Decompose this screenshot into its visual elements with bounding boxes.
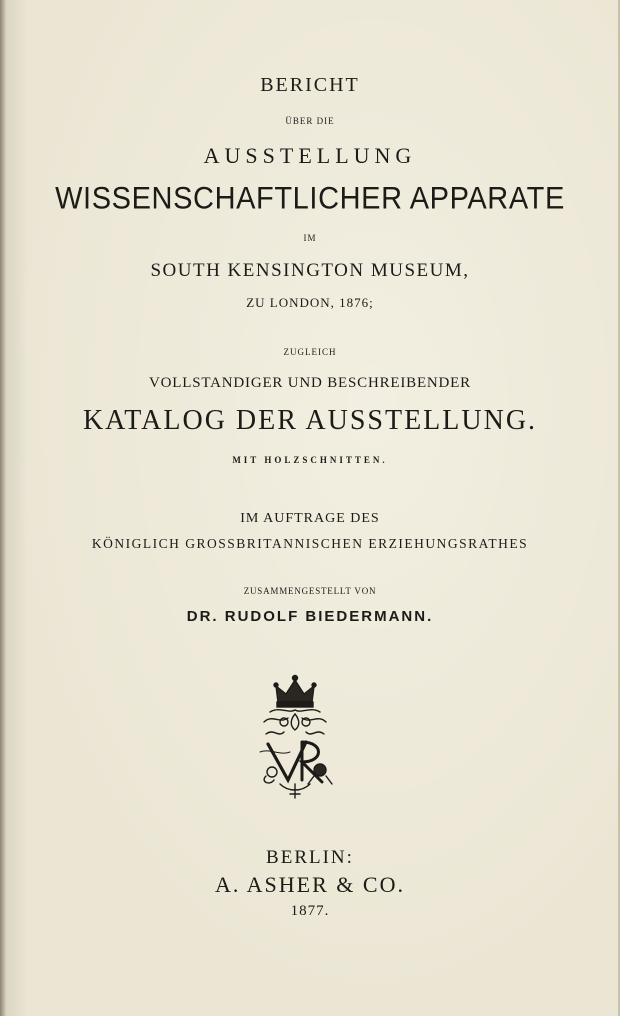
text-im: IM <box>303 233 317 243</box>
imprint-publisher: A. ASHER & CO. <box>215 872 405 897</box>
royal-crown-monogram-icon <box>250 672 340 802</box>
text-auftrage: IM AUFTRAGE DES <box>240 511 380 526</box>
text-location: ZU LONDON, 1876; <box>246 295 374 310</box>
text-zusammengestellt: ZUSAMMENGESTELLT VON <box>243 586 377 596</box>
text-ueber-die: ÜBER DIE <box>285 116 335 126</box>
heading-bericht: BERICHT <box>260 74 360 96</box>
text-zugleich: ZUGLEICH <box>283 347 337 357</box>
author-name: DR. RUDOLF BIEDERMANN. <box>186 608 434 625</box>
text-vollstandiger: VOLLSTANDIGER UND BESCHREIBENDER <box>149 375 471 391</box>
imprint-year: 1877. <box>290 903 330 919</box>
heading-wissenschaftlicher: WISSENSCHAFTLICHER APPARATE <box>55 181 565 217</box>
text-holzschnitte: MIT HOLZSCHNITTEN. <box>232 455 388 465</box>
heading-ausstellung: AUSSTELLUNG <box>203 143 417 168</box>
imprint-city: BERLIN: <box>266 847 354 868</box>
heading-katalog: KATALOG DER AUSSTELLUNG. <box>82 405 538 436</box>
text-erziehungsrath: KÖNIGLICH GROSSBRITANNISCHEN ERZIEHUNGSRATHES <box>91 536 529 551</box>
text-museum: SOUTH KENSINGTON MUSEUM, <box>150 260 470 281</box>
